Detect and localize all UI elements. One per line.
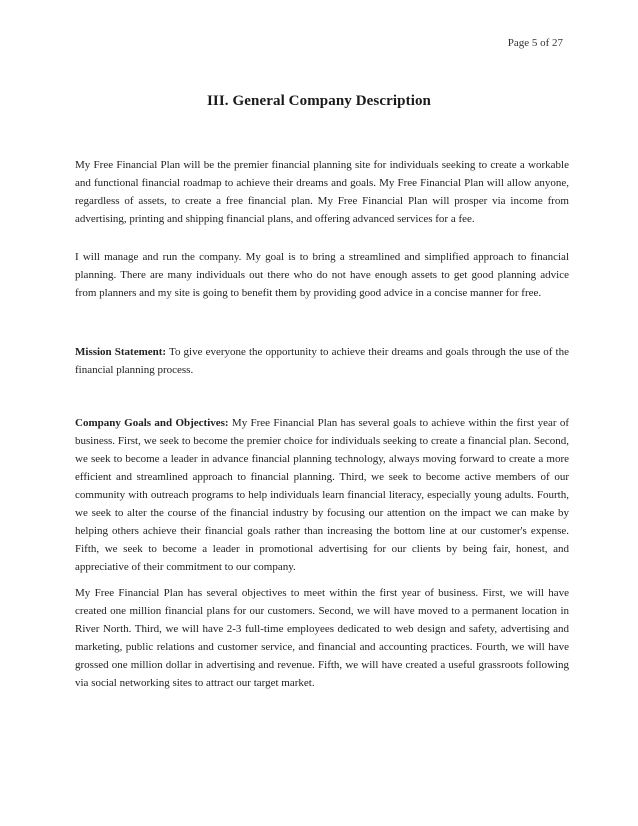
- objectives-paragraph: [75, 584, 569, 692]
- management-paragraph: [75, 248, 569, 302]
- intro-paragraph: [75, 156, 569, 228]
- goals-label: Company Goals and Objectives:: [75, 417, 229, 429]
- objectives-text: My Free Financial Plan has several objectives to meet within the first year of business. First, we will have created one million financial plans for our customers. Second, we will have moved to a permanent location in River North. Third, we will have 2-3 full-time employees dedicated to web design and safety, advertising and marketing, public relations and customer service, and financial and accounting practices. Fourth, we will have grossed one million dollar in advertising and revenue. Fifth, we will have created a useful grassroots following via social networking sites to attract our target market.: [75, 587, 569, 689]
- intro-text: My Free Financial Plan will be the premier financial planning site for individuals seeking to create a workable and functional financial roadmap to achieve their dreams and goals. My Free Financial Plan will allow anyone, regardless of assets, to create a free financial plan. My Free Financial Plan will prosper via income from advertising, printing and shipping financial plans, and offering advanced services for a fee.: [75, 159, 569, 225]
- goals-paragraph: [75, 414, 569, 576]
- mission-statement-paragraph: [75, 343, 569, 379]
- page-number: Page 5 of 27: [507, 37, 563, 49]
- mission-statement-text: To give everyone the opportunity to achieve their dreams and goals through the use of the financial planning process.: [75, 346, 569, 376]
- section-heading: III. General Company Description: [206, 93, 432, 109]
- management-text: I will manage and run the company. My goal is to bring a streamlined and simplified approach to financial planning. There are many individuals out there who do not have enough assets to get good planning advice from planners and my site is going to benefit them by providing good advice in a concise manner for free.: [75, 251, 569, 299]
- mission-statement-label: Mission Statement:: [75, 346, 167, 358]
- goals-text: My Free Financial Plan has several goals to achieve within the first year of business. First, we seek to become the premier choice for individuals seeking to create a financial plan. Second, we seek to become a leader in advance financial planning technology, always moving forward to create a more efficient and streamlined approach to financial planning. Third, we seek to become active members of our community with outreach programs to help individuals learn financial literacy, especially young adults. Fourth, we seek to alter the course of the financial industry by focusing our attention on the impact we can make by helping others achieve their financial goals rather than increasing the bottom line at our customer's expense. Fifth, we seek to become a leader in promotional advertising for our clients by being fair, honest, and appreciative of their commitment to our company.: [75, 417, 569, 573]
